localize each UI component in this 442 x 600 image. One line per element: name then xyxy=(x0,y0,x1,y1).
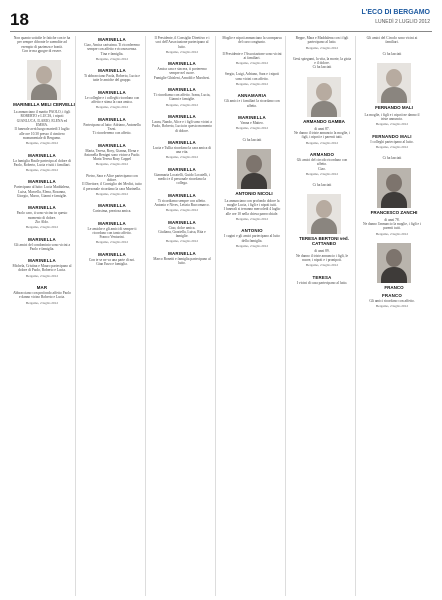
death-notice xyxy=(12,153,72,173)
death-notice xyxy=(222,199,282,221)
death-notice xyxy=(152,220,212,244)
notice-name: MARINELLA xyxy=(168,61,196,67)
notice-text: Il Direttore, il Consiglio dei Medici, tutto il personale ricordano la cara Marinella. xyxy=(82,182,142,191)
death-notice xyxy=(12,36,72,53)
notice-name: MARINELLA xyxy=(98,89,126,95)
notice-name: TERESA xyxy=(312,274,332,280)
death-notice xyxy=(222,228,282,248)
notice-date: Bergamo, 2 luglio 2012 xyxy=(165,102,199,107)
notice-name: MARINELLA xyxy=(98,116,126,122)
masthead xyxy=(361,9,430,26)
portrait-torso xyxy=(311,101,337,117)
notice-text: Ci ha lasciati xyxy=(312,183,332,188)
notice-text: Ti ricordiamo sempre con affetto. xyxy=(157,198,207,203)
notice-text: Moglie e nipoti annunciano la scomparsa del caro congiunto. xyxy=(222,36,282,45)
notice-date: Bergamo, 2 luglio 2012 xyxy=(95,240,129,245)
notice-text: Ci ha lasciati xyxy=(242,137,262,142)
notice-name: FRANCO xyxy=(382,292,402,298)
notice-date: Bergamo, 2 luglio 2012 xyxy=(165,155,199,160)
death-notice xyxy=(82,143,142,167)
death-notice xyxy=(82,90,142,110)
death-notice xyxy=(82,221,142,245)
notice-text: di anni 87. xyxy=(314,126,330,131)
notice-name: MARINELLA xyxy=(98,251,126,257)
death-notice xyxy=(152,87,212,107)
notice-date: Bergamo, 2 luglio 2012 xyxy=(305,140,339,145)
notice-name: ANTONIO xyxy=(241,228,263,234)
notice-text: Pietro, Sara e Alice partecipano con dolore. xyxy=(86,173,138,183)
death-notice xyxy=(82,37,142,61)
notice-text: Gli amici del condominio sono vicini a Paolo e famiglia. xyxy=(13,242,71,251)
notice-date: Bergamo, 2 luglio 2012 xyxy=(95,162,129,167)
notice-text: Con te ma gpogre di essere. xyxy=(22,48,62,53)
notice-name: MARINELLA xyxy=(168,166,196,172)
death-notice xyxy=(12,205,72,229)
notice-text: Gli amici del circolo ricordano con affetto. xyxy=(296,157,348,167)
death-notice xyxy=(222,115,282,131)
issue-date: LUNEDÌ 2 LUGLIO 2012 xyxy=(375,19,430,25)
notice-text: Partecipano al lutto: Lucia Maddalena, Luisa, Marcella, Elena, Rosanna, Giorgio, Marco, Gianni e famiglie. xyxy=(14,185,70,199)
notice-name: MARINELLA xyxy=(28,236,56,242)
notice-text: di anni 89. xyxy=(314,249,330,254)
death-notice xyxy=(152,167,212,186)
portrait-face xyxy=(386,249,402,267)
notice-date: Bergamo, 2 luglio 2012 xyxy=(165,208,199,213)
portrait-photo xyxy=(377,243,411,283)
portrait-caption: ANTONIO NICOLI xyxy=(235,190,273,196)
portrait-caption: TERESA BERTONI ved. CATTANEO xyxy=(299,236,349,247)
notice-name: MARINELLA xyxy=(238,114,266,120)
column-3 xyxy=(152,36,216,596)
column-4 xyxy=(222,36,286,596)
portrait-photo xyxy=(237,149,271,189)
notice-name: MARINELLA xyxy=(168,113,196,119)
notice-name: MARINELLA xyxy=(168,250,196,256)
death-notice xyxy=(292,127,352,145)
notice-text: Ti ricorderemo con affetto. xyxy=(92,131,132,136)
death-notice xyxy=(12,179,72,198)
newspaper-name: L'ECO DI BERGAMO xyxy=(361,9,430,16)
death-notice xyxy=(222,138,282,142)
portrait-caption: ARMANDO GAMBA xyxy=(303,118,345,124)
page-header xyxy=(0,0,442,32)
portrait-face xyxy=(36,66,52,84)
portrait-caption: FRANCO xyxy=(384,284,404,290)
notice-name: MARINELLA xyxy=(98,142,126,148)
notice-text: Antonio e Nives, Letizia Buccomarco. xyxy=(154,202,210,207)
death-notice xyxy=(12,237,72,252)
notice-name: MARINELLA xyxy=(28,205,56,211)
notice-date: Bergamo, 2 luglio 2012 xyxy=(25,141,59,146)
header-rule xyxy=(10,31,432,32)
notice-text: Zio Aldo. xyxy=(35,219,49,224)
notice-date: Bergamo, 2 luglio 2012 xyxy=(25,225,59,230)
notice-name: MARINELLA xyxy=(28,179,56,185)
portrait-caption: MARINELLA MELI CERVELLI xyxy=(13,102,75,108)
death-notice xyxy=(152,193,212,213)
notice-text: Ne danno il triste annuncio i figli, le nuore, i nipoti e i pronipoti. xyxy=(295,253,349,263)
notice-text: Gli amici e i familiari la ricordano con affetto. xyxy=(224,99,280,108)
notice-text: Michela, Cristina e Mauro partecipano al dolore di Paolo, Roberto e Lucia. xyxy=(12,264,72,273)
portrait-torso xyxy=(31,84,57,100)
notice-text: La famiglia Basile partecipa al dolore di Paolo, Roberto, Lucia e tutti i familiari. xyxy=(13,158,71,167)
notice-date: Bergamo, 2 luglio 2012 xyxy=(235,217,269,222)
page-number: 18 xyxy=(10,10,29,29)
death-notice xyxy=(292,152,352,176)
notice-text: Beppe, Mara e Maddalena con i figli partecipano al lutto. xyxy=(295,36,349,45)
death-notice xyxy=(82,117,142,136)
death-notice xyxy=(292,183,352,187)
portrait-torso xyxy=(241,173,267,189)
portrait-photo xyxy=(307,194,341,234)
notice-date: Bergamo, 2 luglio 2012 xyxy=(235,243,269,248)
notice-text: Ci ha lasciati xyxy=(382,51,402,56)
notice-text: Franco Venturini. xyxy=(99,235,125,240)
notice-text: Gianmaria Locatelli, Guido Locatelli, i medici e il personale ricordano la collega. xyxy=(153,172,211,186)
notice-name: ANNAMARIA xyxy=(237,93,267,99)
portrait-torso xyxy=(381,87,407,103)
column-6 xyxy=(362,36,426,596)
notice-date: Bergamo, 2 luglio 2012 xyxy=(165,239,199,244)
notice-date: Bergamo, 2 luglio 2012 xyxy=(375,145,409,150)
notice-text: Gesù spiegami, la vita, la morte, la gioia e il dolore. xyxy=(292,56,352,66)
notice-text: Ti abbracciano Paola, Roberto, Lucia e tutte le amiche del gruppo. xyxy=(83,74,141,83)
portrait-photo xyxy=(27,60,61,100)
notice-text: Abbracciano con profondo affetto Paolo e danno vicino Roberto e Lucia. xyxy=(13,291,71,300)
notice-text: Ne danno l'annuncio la moglie, i figli e i parenti tutti. xyxy=(362,221,422,231)
notice-date: Bergamo, 2 luglio 2012 xyxy=(235,126,269,131)
notice-text: Sergio, Luigi, Adriano, Sara e i nipoti sono vicini con affetto. xyxy=(224,72,280,81)
notice-text: Ciao, dolce amica. xyxy=(168,225,196,230)
death-notice xyxy=(292,249,352,267)
death-notice xyxy=(152,114,212,133)
death-notice xyxy=(222,93,282,108)
column-5 xyxy=(292,36,356,596)
portrait-photo xyxy=(377,63,411,103)
notice-text: Carissima, preziosa amica. xyxy=(92,209,132,214)
notice-date: Bergamo, 2 luglio 2012 xyxy=(305,263,339,268)
notice-text: La moglie, i figli e i nipoti ne danno il triste annuncio. xyxy=(364,112,420,122)
notice-text: Lucia e Tullia ricordano la cara amica di una vita. xyxy=(152,145,212,155)
notice-date: Bergamo, 2 luglio 2012 xyxy=(25,300,59,305)
death-notice xyxy=(362,113,422,127)
notice-name: MARINELLA xyxy=(98,68,126,74)
death-notice xyxy=(222,36,282,45)
notice-name: MARINELLA xyxy=(168,139,196,145)
notice-text: La annunciano con profondo dolore la moglie Lucia, i figli e i nipoti tutti. xyxy=(224,198,280,208)
portrait-face xyxy=(246,155,262,173)
portrait-face xyxy=(386,174,402,192)
notice-text: Laura, Nando, Alice e i figli sono vicini a Paolo, Roberto, Lucia in questo momento di dolore. xyxy=(152,119,212,133)
death-notice xyxy=(222,52,282,66)
notice-text: Ci ha lasciati xyxy=(382,156,402,161)
portrait-torso xyxy=(381,192,407,208)
notice-text: Ti ricordiamo con affetto. Ivana, Lucia, Gianni e famiglie. xyxy=(153,93,211,102)
notice-text: Ciao. xyxy=(318,166,326,171)
portrait-caption: FRANCESCO ZANCHI xyxy=(370,209,418,215)
notice-name: MARINELLA xyxy=(28,258,56,264)
death-notice xyxy=(12,110,72,145)
death-notice xyxy=(362,156,422,160)
notice-date: Bergamo, 2 luglio 2012 xyxy=(235,82,269,87)
notice-date: Bergamo, 2 luglio 2012 xyxy=(305,45,339,50)
notice-date: Bergamo, 2 luglio 2012 xyxy=(375,231,409,236)
notice-text: Il Presidente, il Consiglio Direttivo e i soci dell'Associazione partecipano al lutto. xyxy=(154,36,210,49)
death-notice xyxy=(292,275,352,285)
notice-date: Bergamo, 2 luglio 2012 xyxy=(235,61,269,66)
portrait-photo xyxy=(377,168,411,208)
notice-date: Bergamo, 2 luglio 2012 xyxy=(305,171,339,176)
notice-date: Bergamo, 2 luglio 2012 xyxy=(375,122,409,127)
notice-name: MARINELLA xyxy=(98,220,126,226)
notice-text: Il funerale avrà luogo martedì 3 luglio alle ore 10.30 presso il cimitero monumentale di Bergamo. xyxy=(14,127,70,140)
column-2 xyxy=(82,36,146,596)
notice-date: Bergamo, 2 luglio 2012 xyxy=(25,168,59,173)
notice-text: Non quanto sottolie le fatiche con te ha per sempre difronte le saemdite ad esempio di pazienza e bontà. xyxy=(13,36,71,49)
notice-name: FERNANDO MALI xyxy=(372,133,412,139)
column-1 xyxy=(12,36,76,596)
death-notice xyxy=(292,36,352,50)
notice-date: Bergamo, 2 luglio 2012 xyxy=(165,49,199,54)
notice-text: I colleghi partecipano al lutto. xyxy=(370,139,414,144)
notice-date: Bergamo, 2 luglio 2012 xyxy=(95,56,129,61)
death-notice xyxy=(152,140,212,160)
notice-text: Il Presidente e l'Associazione sono vicini ai familiari. xyxy=(222,51,282,60)
notice-date: Bergamo, 2 luglio 2012 xyxy=(375,304,409,309)
portrait-photo xyxy=(307,77,341,117)
notice-name: MARINELLA xyxy=(168,219,196,225)
death-notice xyxy=(292,57,352,70)
portrait-torso xyxy=(311,218,337,234)
notice-date: Bergamo, 2 luglio 2012 xyxy=(25,273,59,278)
notice-text: di anni 78. xyxy=(384,217,400,222)
notice-date: Bergamo, 2 luglio 2012 xyxy=(95,191,129,196)
notice-text: Paolo caro, ti sono vicino in questo momento di dolore. xyxy=(16,211,68,220)
notice-text: Con te se ne va una parte di noi. xyxy=(88,257,136,262)
notice-text: Giuliana, Graziella, Luisa, Rita e famiglie. xyxy=(158,229,206,239)
notice-text: Gli amici ricordano con affetto. xyxy=(369,298,415,303)
death-notice xyxy=(12,285,72,305)
notice-text: Partecipano al lutto: Adriano, Antonella Tezzi. xyxy=(83,122,141,131)
notice-text: I vicini di casa partecipano al lutto. xyxy=(296,280,348,285)
notice-date: Bergamo, 2 luglio 2012 xyxy=(95,105,129,110)
notice-name: MARINELLA xyxy=(98,37,126,42)
death-notice xyxy=(152,251,212,266)
notice-text: Le colleghe e i colleghi ricordano con affetto e stima la cara amica. xyxy=(84,95,140,105)
notice-text: Amica cara e sincera, ti porteremo sempre nel cuore. xyxy=(157,67,207,76)
death-notice xyxy=(362,36,422,45)
obituaries-grid xyxy=(12,36,432,596)
notice-text: Ne danno il triste annuncio la moglie, i figli, i nipoti e i parenti tutti. xyxy=(293,131,351,140)
notice-text: La annunciano il marito PAOLO, i figli ROBERTO e LUCIA, i nipoti GIANLUCA, ILARIO, ELENA ed EMMA. xyxy=(13,110,71,128)
notice-text: Maria Teresa Rosy Cappel xyxy=(92,157,132,162)
portrait-torso xyxy=(381,267,407,283)
notice-text: Le amiche e gli amici di sempre ti ricordano con tanto affetto. xyxy=(87,226,137,235)
notice-text: Gli amici del Circolo sono vicini ai familiari. xyxy=(366,36,418,45)
notice-name: MARINELLA xyxy=(28,152,56,158)
death-notice xyxy=(12,258,72,278)
notice-text: Gian Enzo e famiglia. xyxy=(96,262,128,267)
notice-text: Marco Bonetti e famiglia partecipano al lutto. xyxy=(153,256,211,266)
portrait-face xyxy=(386,69,402,87)
death-notice xyxy=(152,61,212,80)
notice-text: I funerali si terranno mercoledì 4 luglio alle ore 10 nella chiesa parrocchiale. xyxy=(223,207,281,216)
notice-text: Vanna e Matteo. xyxy=(240,120,264,125)
notice-text: Tina e famiglia. xyxy=(100,51,124,56)
notice-name: MARINELLA xyxy=(168,192,196,198)
portrait-face xyxy=(316,83,332,101)
notice-text: I cugini e gli amici partecipano al lutto della famiglia. xyxy=(224,234,280,243)
death-notice xyxy=(362,52,422,56)
portrait-face xyxy=(316,200,332,218)
death-notice xyxy=(362,134,422,150)
notice-text: Ciao, Amica carissima. Ti ricorderemo sempre con affetto e riconoscenza. xyxy=(84,43,140,52)
death-notice xyxy=(82,68,142,83)
death-notice xyxy=(152,36,212,54)
notice-name: MAR xyxy=(36,285,48,291)
portrait-caption: FERNANDO MALI xyxy=(375,104,413,110)
notice-text: Ci ha lasciati xyxy=(312,65,332,70)
death-notice xyxy=(222,72,282,86)
death-notice xyxy=(82,174,142,196)
notice-text: Maria, Teresa, Rosy, Gianna, Elena e Antonella Benigni sono vicine a Paolo. xyxy=(83,148,141,157)
death-notice xyxy=(82,252,142,267)
notice-name: ARMANDO xyxy=(309,151,335,157)
notice-name: MARINELLA xyxy=(98,203,126,209)
death-notice xyxy=(82,203,142,213)
notice-text: Famiglie Ghisleni, Arnoldi e Marchesi. xyxy=(153,75,211,80)
notice-name: MARINELLA xyxy=(168,87,196,93)
death-notice xyxy=(362,218,422,236)
death-notice xyxy=(362,293,422,309)
